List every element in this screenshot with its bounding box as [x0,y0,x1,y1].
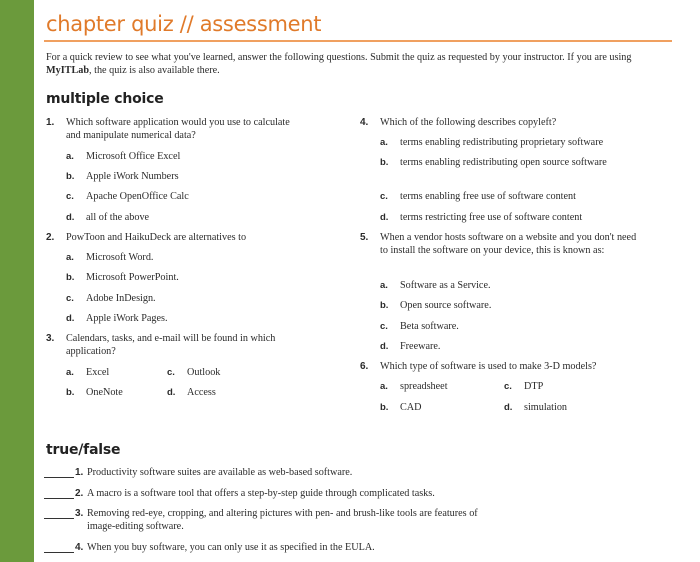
option-letter: b. [380,300,389,311]
option-text: Apple iWork Numbers [86,171,179,182]
option-letter: c. [504,381,512,392]
option-text: Adobe InDesign. [86,293,156,304]
option-letter: c. [66,191,74,202]
option-text: Microsoft Office Excel [86,151,181,162]
option-text: Outlook [187,367,221,378]
question-number: 3. [46,333,55,344]
option-text: simulation [524,402,568,413]
option-text: Excel [86,367,110,378]
answer-blank[interactable] [44,552,74,553]
option-text: terms enabling free use of software content [400,191,576,202]
tf-number: 1. [75,467,84,478]
option-letter: d. [66,313,75,324]
option-letter: a. [66,151,74,162]
side-color-bar [0,0,34,562]
tf-text: A macro is a software tool that offers a step-by-step guide through complicated tasks. [87,488,435,499]
option-letter: a. [380,137,388,148]
option-text: terms restricting free use of software content [400,212,583,223]
answer-blank[interactable] [44,518,74,519]
title-rule [44,40,672,42]
page-title: chapter quiz // assessment [46,12,322,36]
option-letter: c. [380,321,388,332]
tf-text: Removing red-eye, cropping, and altering pictures with pen- and brush-like tools are features of image-editing software. [87,508,478,532]
question-text: Which software application would you use to calculate and manipulate numerical data? [66,117,290,141]
question-text: Calendars, tasks, and e-mail will be found in which application? [66,333,276,357]
option-text: Access [187,387,216,398]
question-number: 2. [46,232,55,243]
option-text: OneNote [86,387,123,398]
option-text: Open source software. [400,300,492,311]
option-text: Microsoft Word. [86,252,154,263]
option-letter: d. [66,212,75,223]
option-letter: d. [380,212,389,223]
option-letter: b. [66,387,75,398]
tf-text: Productivity software suites are available as web-based software. [87,467,353,478]
option-letter: a. [380,280,388,291]
tf-number: 4. [75,542,84,553]
question-text: Which type of software is used to make 3-D models? [380,361,597,372]
answer-blank[interactable] [44,477,74,478]
option-text: Freeware. [400,341,441,352]
tf-number: 3. [75,508,84,519]
option-letter: d. [380,341,389,352]
question-text: PowToon and HaikuDeck are alternatives to [66,232,247,243]
multiple-choice-heading: multiple choice [46,91,164,107]
question-text: Which of the following describes copyleft? [380,117,557,128]
option-text: DTP [524,381,544,392]
option-letter: b. [66,272,75,283]
question-number: 5. [360,232,369,243]
option-letter: a. [380,381,388,392]
option-text: terms enabling redistributing proprietary software [400,137,604,148]
question-number: 1. [46,117,55,128]
intro-text-end: , the quiz is also available there. [89,65,220,76]
option-text: Beta software. [400,321,459,332]
option-letter: b. [66,171,75,182]
option-letter: a. [66,367,74,378]
option-text: Apache OpenOffice Calc [86,191,189,202]
question-number: 6. [360,361,369,372]
option-text: CAD [400,402,422,413]
option-letter: c. [66,293,74,304]
option-letter: d. [167,387,176,398]
option-text: spreadsheet [400,381,448,392]
question-number: 4. [360,117,369,128]
option-letter: b. [380,157,389,168]
answer-blank[interactable] [44,498,74,499]
option-text: all of the above [86,212,150,223]
tf-number: 2. [75,488,84,499]
tf-text: When you buy software, you can only use it as specified in the EULA. [87,542,375,553]
option-letter: d. [504,402,513,413]
brand-name: MyITLab [46,65,90,76]
quiz-page [34,0,700,562]
option-letter: a. [66,252,74,263]
option-text: Microsoft PowerPoint. [86,272,179,283]
option-text: Apple iWork Pages. [86,313,168,324]
true-false-heading: true/false [46,442,121,458]
option-letter: c. [167,367,175,378]
intro-text [46,51,666,77]
option-text: Software as a Service. [400,280,491,291]
option-letter: c. [380,191,388,202]
question-text: When a vendor hosts software on a website and you don't need to install the software on your device, this is known as: [380,232,637,256]
option-text: terms enabling redistributing open source software [400,157,607,168]
intro-text-start: For a quick review to see what you've learned, answer the following questions. Submit the quiz as requested by your instructor. If you are using [46,52,632,63]
option-letter: b. [380,402,389,413]
